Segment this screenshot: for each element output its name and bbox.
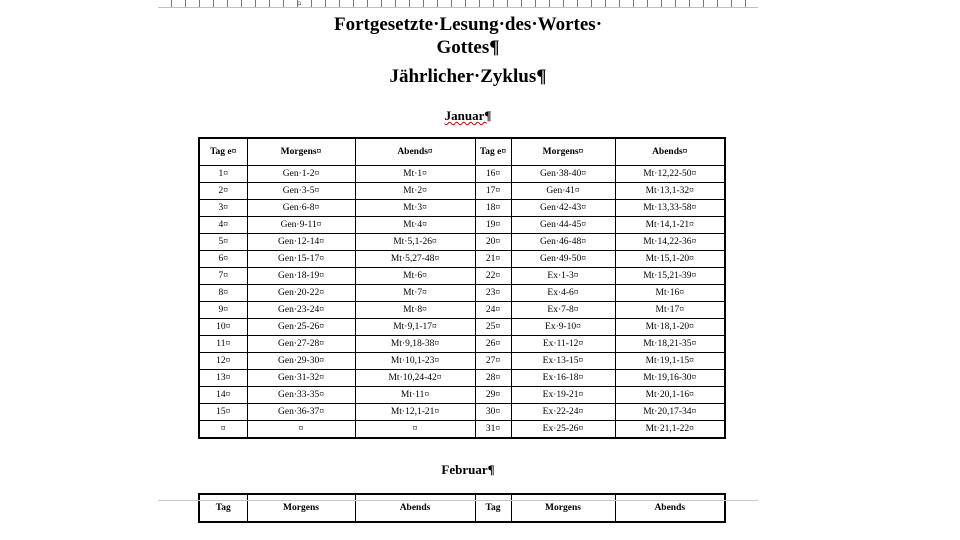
cell-tag: 11¤ xyxy=(199,336,247,353)
cell-morgens: Gen·6-8¤ xyxy=(247,200,355,217)
cell-morgens: Gen·31-32¤ xyxy=(247,370,355,387)
table-row xyxy=(199,200,725,217)
cell-abends-2: Mt·13,33-58¤ xyxy=(615,200,725,217)
cell-tag: 13¤ xyxy=(199,370,247,387)
cell-abends-2: Mt·15,1-20¤ xyxy=(615,251,725,268)
cell-tag: ¤ xyxy=(199,421,247,439)
cell-tag: 2¤ xyxy=(199,183,247,200)
cell-morgens-2: Gen·44-45¤ xyxy=(511,217,615,234)
cell-abends: Mt·7¤ xyxy=(355,285,475,302)
cell-morgens: Gen·33-35¤ xyxy=(247,387,355,404)
cell-morgens-2: Ex·13-15¤ xyxy=(511,353,615,370)
cell-abends: Mt·5,1-26¤ xyxy=(355,234,475,251)
cell-tag-2: 25¤ xyxy=(475,319,511,336)
reading-table-februar xyxy=(198,493,726,523)
cell-tag: 7¤ xyxy=(199,268,247,285)
header-morgens-2: Morgens xyxy=(511,494,615,522)
cell-abends: Mt·11¤ xyxy=(355,387,475,404)
header-morgens: Morgens¤ xyxy=(247,138,355,166)
cell-abends: Mt·8¤ xyxy=(355,302,475,319)
cell-morgens: Gen·23-24¤ xyxy=(247,302,355,319)
cell-morgens-2: Ex·25-26¤ xyxy=(511,421,615,439)
cell-tag-2: 19¤ xyxy=(475,217,511,234)
cell-abends: Mt·1¤ xyxy=(355,166,475,183)
cell-abends-2: Mt·15,21-39¤ xyxy=(615,268,725,285)
cell-abends-2: Mt·19,1-15¤ xyxy=(615,353,725,370)
cell-morgens: Gen·29-30¤ xyxy=(247,353,355,370)
header-tag-2: Tag e¤ xyxy=(475,138,511,166)
cell-tag: 10¤ xyxy=(199,319,247,336)
header-tag-2: Tag xyxy=(475,494,511,522)
table-row xyxy=(199,387,725,404)
month-heading-februar: Februar¶ xyxy=(441,462,495,477)
cell-tag: 4¤ xyxy=(199,217,247,234)
reading-table-januar xyxy=(198,137,726,439)
cell-tag-2: 26¤ xyxy=(475,336,511,353)
cell-abends-2: Mt·21,1-22¤ xyxy=(615,421,725,439)
cell-abends: Mt·10,1-23¤ xyxy=(355,353,475,370)
table-row xyxy=(199,404,725,421)
cell-tag-2: 16¤ xyxy=(475,166,511,183)
cell-abends-2: Mt·13,1-32¤ xyxy=(615,183,725,200)
tab-stop-icon[interactable]: ⌂ xyxy=(297,0,302,7)
cell-morgens-2: Gen·49-50¤ xyxy=(511,251,615,268)
cell-tag: 1¤ xyxy=(199,166,247,183)
cell-morgens: Gen·12-14¤ xyxy=(247,234,355,251)
cell-morgens: Gen·1-2¤ xyxy=(247,166,355,183)
cell-abends: ¤ xyxy=(355,421,475,439)
header-tag: Tag xyxy=(199,494,247,522)
cell-abends: Mt·3¤ xyxy=(355,200,475,217)
cell-abends-2: Mt·14,22-36¤ xyxy=(615,234,725,251)
table-row xyxy=(199,217,725,234)
header-abends: Abends¤ xyxy=(355,138,475,166)
table-row xyxy=(199,353,725,370)
header-morgens-2: Morgens¤ xyxy=(511,138,615,166)
table-row xyxy=(199,370,725,387)
header-morgens: Morgens xyxy=(247,494,355,522)
cell-abends-2: Mt·18,1-20¤ xyxy=(615,319,725,336)
cell-morgens: Gen·20-22¤ xyxy=(247,285,355,302)
cell-tag: 6¤ xyxy=(199,251,247,268)
cell-tag: 12¤ xyxy=(199,353,247,370)
document-subtitle: Jährlicher·Zyklus¶ xyxy=(389,66,547,87)
cell-tag: 9¤ xyxy=(199,302,247,319)
table-header-row xyxy=(199,138,725,166)
table-row xyxy=(199,302,725,319)
cell-tag-2: 17¤ xyxy=(475,183,511,200)
cell-abends: Mt·12,1-21¤ xyxy=(355,404,475,421)
cell-abends: Mt·4¤ xyxy=(355,217,475,234)
cell-morgens: Gen·15-17¤ xyxy=(247,251,355,268)
document-page xyxy=(158,0,758,513)
cell-morgens-2: Ex·4-6¤ xyxy=(511,285,615,302)
cell-tag: 15¤ xyxy=(199,404,247,421)
table-row xyxy=(199,285,725,302)
cell-morgens: ¤ xyxy=(247,421,355,439)
cell-abends: Mt·9,18-38¤ xyxy=(355,336,475,353)
cell-abends-2: Mt·18,21-35¤ xyxy=(615,336,725,353)
cell-morgens-2: Gen·38-40¤ xyxy=(511,166,615,183)
table-row xyxy=(199,268,725,285)
cell-tag-2: 31¤ xyxy=(475,421,511,439)
cell-tag: 3¤ xyxy=(199,200,247,217)
cell-tag-2: 18¤ xyxy=(475,200,511,217)
cell-morgens-2: Gen·42-43¤ xyxy=(511,200,615,217)
cell-abends-2: Mt·20,1-16¤ xyxy=(615,387,725,404)
table-row xyxy=(199,234,725,251)
cell-abends-2: Mt·14,1-21¤ xyxy=(615,217,725,234)
cell-morgens-2: Ex·11-12¤ xyxy=(511,336,615,353)
header-abends-2: Abends¤ xyxy=(615,138,725,166)
table-row xyxy=(199,183,725,200)
header-abends-2: Abends xyxy=(615,494,725,522)
cell-abends-2: Mt·12,22-50¤ xyxy=(615,166,725,183)
cell-morgens-2: Ex·19-21¤ xyxy=(511,387,615,404)
cell-tag-2: 23¤ xyxy=(475,285,511,302)
cell-abends-2: Mt·20,17-34¤ xyxy=(615,404,725,421)
table-row xyxy=(199,251,725,268)
cell-morgens-2: Ex·7-8¤ xyxy=(511,302,615,319)
cell-tag-2: 27¤ xyxy=(475,353,511,370)
cell-morgens-2: Gen·46-48¤ xyxy=(511,234,615,251)
header-abends: Abends xyxy=(355,494,475,522)
table-row xyxy=(199,319,725,336)
cell-tag-2: 21¤ xyxy=(475,251,511,268)
cell-morgens: Gen·25-26¤ xyxy=(247,319,355,336)
cell-morgens-2: Gen·41¤ xyxy=(511,183,615,200)
cell-abends: Mt·5,27-48¤ xyxy=(355,251,475,268)
cell-tag-2: 28¤ xyxy=(475,370,511,387)
table-row xyxy=(199,336,725,353)
cell-abends: Mt·9,1-17¤ xyxy=(355,319,475,336)
cell-tag-2: 20¤ xyxy=(475,234,511,251)
document-title-line-2: Gottes¶ xyxy=(436,37,500,58)
month-heading-januar: Januar¶ xyxy=(444,108,492,123)
cell-tag: 5¤ xyxy=(199,234,247,251)
cell-tag-2: 22¤ xyxy=(475,268,511,285)
cell-tag-2: 30¤ xyxy=(475,404,511,421)
cell-tag: 14¤ xyxy=(199,387,247,404)
cell-tag-2: 24¤ xyxy=(475,302,511,319)
cell-morgens: Gen·9-11¤ xyxy=(247,217,355,234)
cell-abends: Mt·10,24-42¤ xyxy=(355,370,475,387)
cell-abends: Mt·6¤ xyxy=(355,268,475,285)
cell-tag: 8¤ xyxy=(199,285,247,302)
table-row xyxy=(199,166,725,183)
cell-morgens: Gen·18-19¤ xyxy=(247,268,355,285)
cell-morgens: Gen·3-5¤ xyxy=(247,183,355,200)
cell-abends-2: Mt·17¤ xyxy=(615,302,725,319)
table-header-row xyxy=(199,494,725,522)
cell-abends-2: Mt·19,16-30¤ xyxy=(615,370,725,387)
table-row xyxy=(199,421,725,439)
header-tag: Tag e¤ xyxy=(199,138,247,166)
cell-abends: Mt·2¤ xyxy=(355,183,475,200)
cell-morgens: Gen·27-28¤ xyxy=(247,336,355,353)
cell-abends-2: Mt·16¤ xyxy=(615,285,725,302)
cell-morgens-2: Ex·22-24¤ xyxy=(511,404,615,421)
cell-tag-2: 29¤ xyxy=(475,387,511,404)
cell-morgens-2: Ex·1-3¤ xyxy=(511,268,615,285)
cell-morgens-2: Ex·9-10¤ xyxy=(511,319,615,336)
document-title-line-1: Fortgesetzte·Lesung·des·Wortes· xyxy=(333,14,603,35)
cell-morgens: Gen·36-37¤ xyxy=(247,404,355,421)
page-bottom-edge xyxy=(158,500,758,501)
cell-morgens-2: Ex·16-18¤ xyxy=(511,370,615,387)
